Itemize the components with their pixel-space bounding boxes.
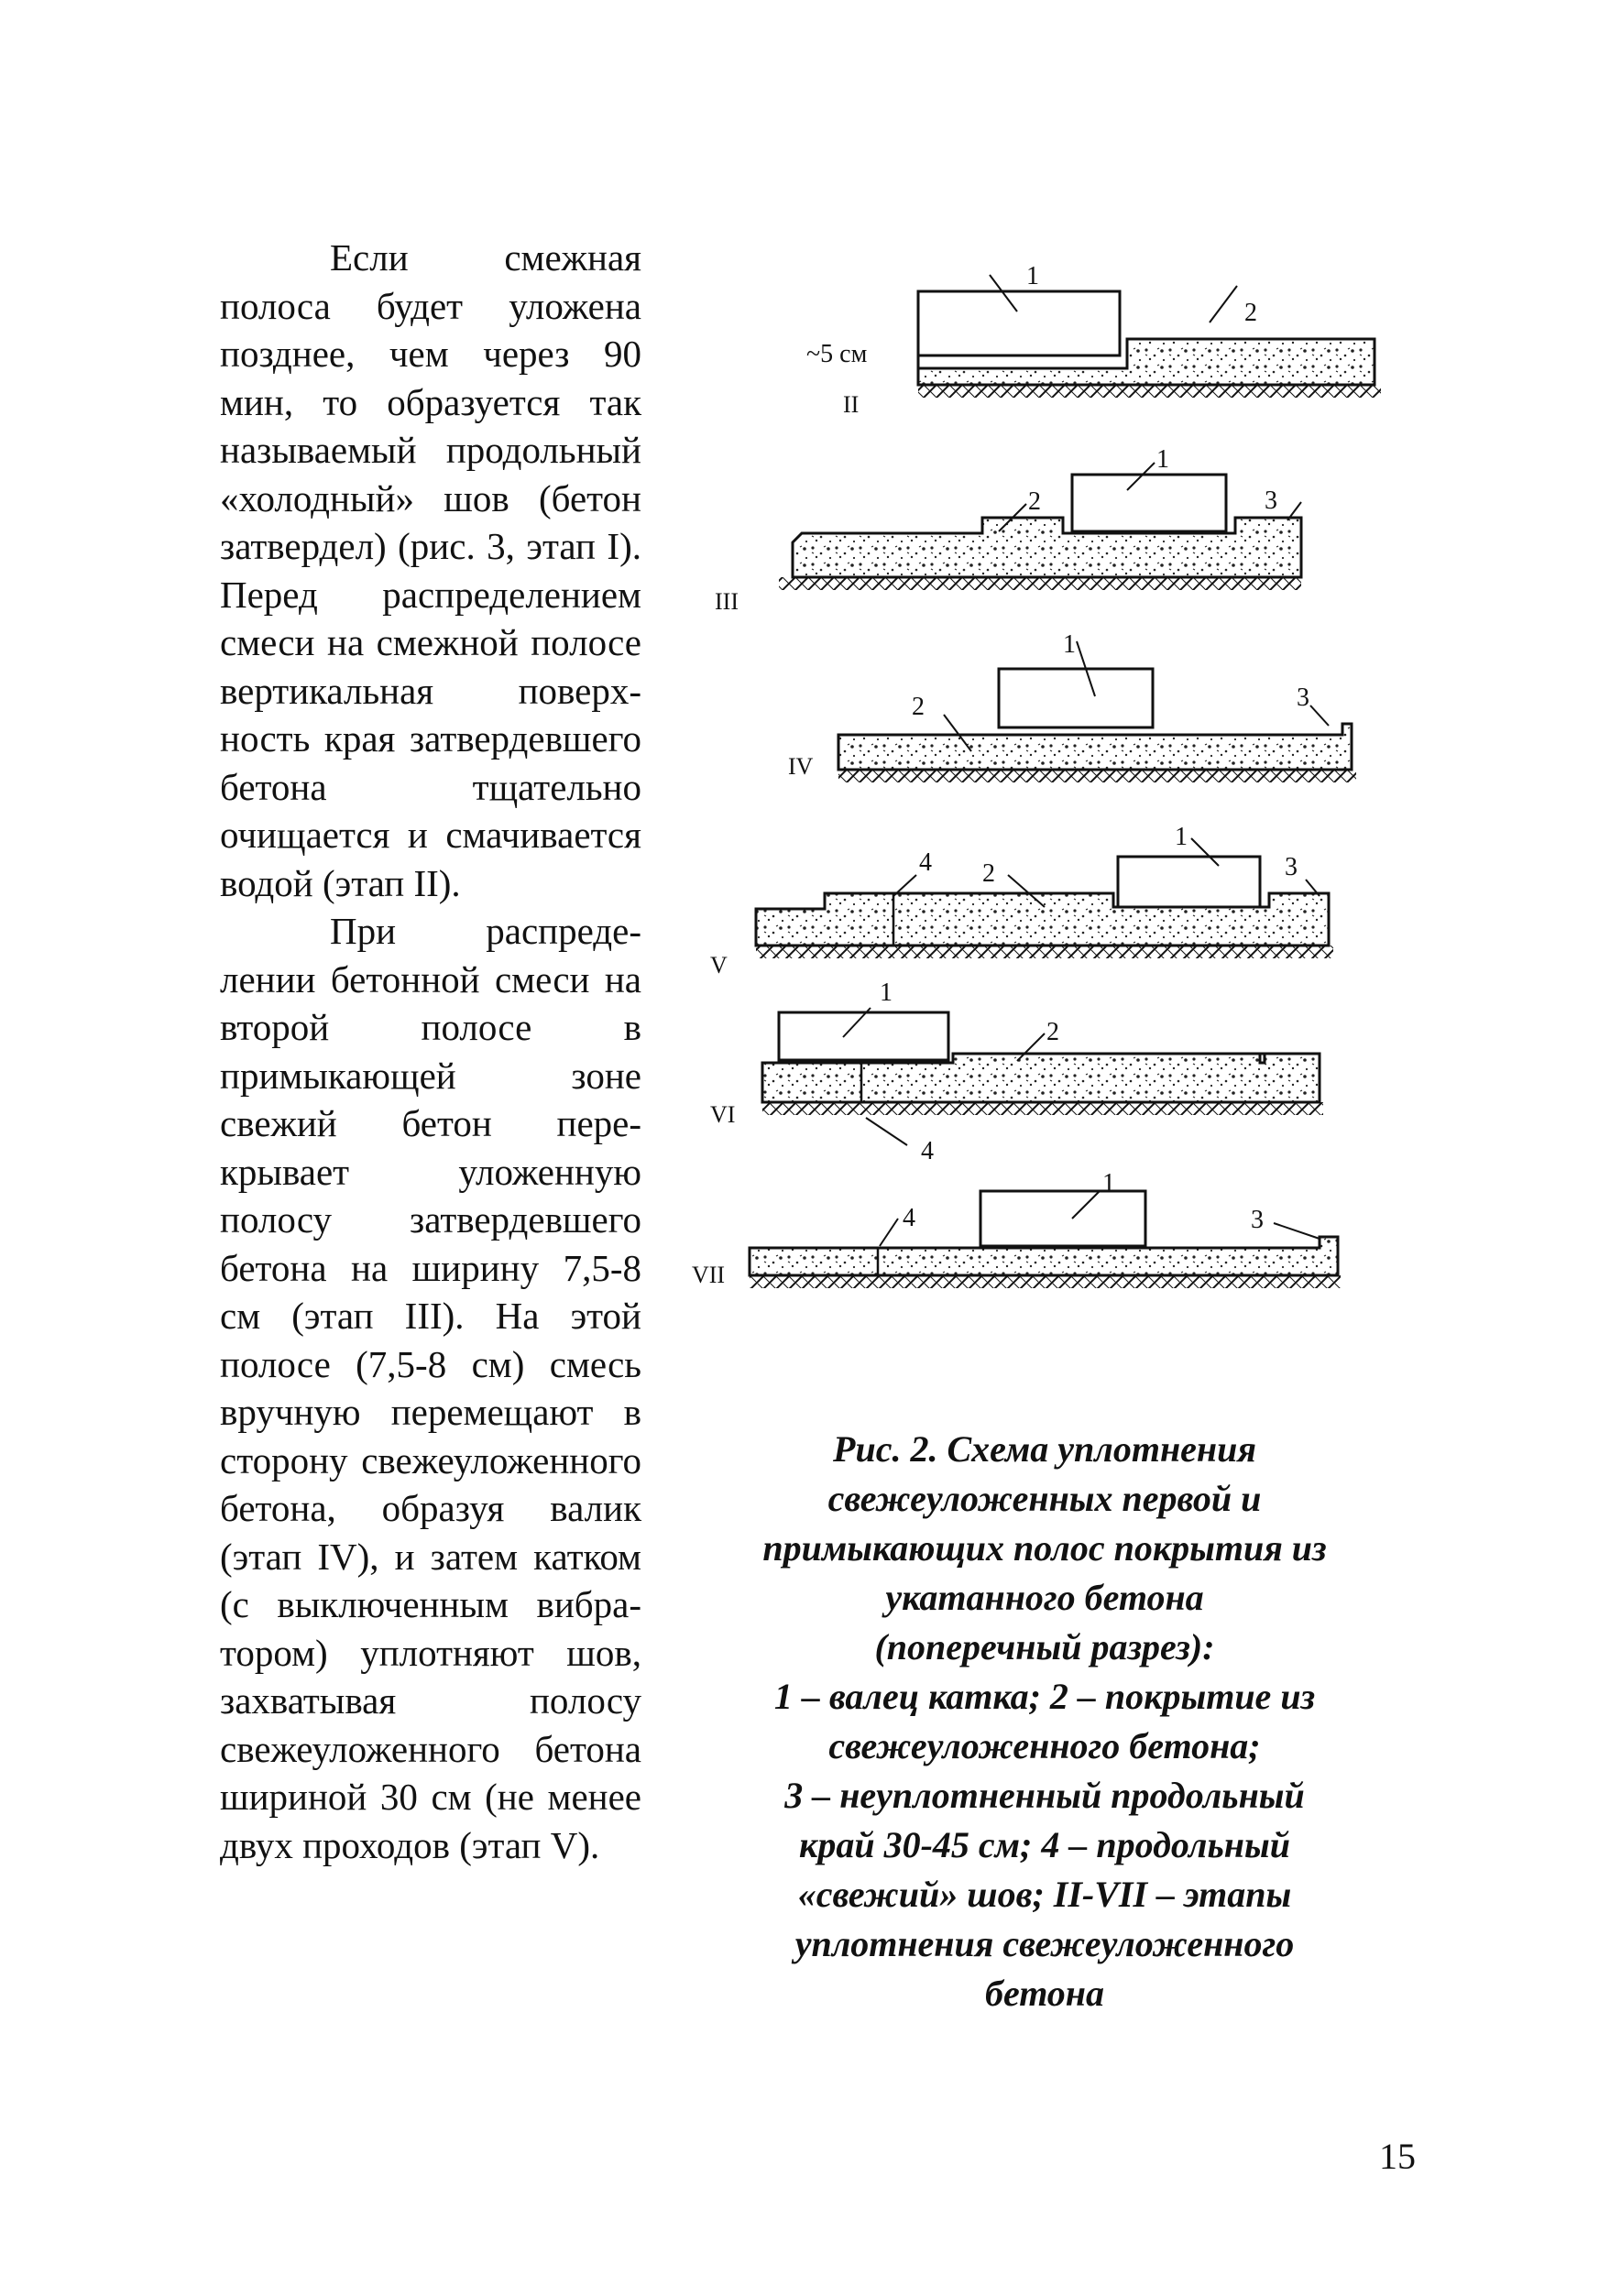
stage-vii [692,1169,1341,1288]
callout-1: 1 [1063,630,1076,659]
stage-v [710,823,1333,979]
callout-1: 1 [1156,445,1169,474]
body-paragraph-1: Если смежная полоса будет уложена позднее, чем через 90 мин, то образуется так называемый продольный «холодный» шов (бетон затвердел) (рис. 3, этап I). Перед распределением смеси на смежной полосе вертикальная поверхность края затвердевшего бетона тщательно очищается и смачивается водой (этап II). [220,236,641,904]
callout-3: 3 [1297,683,1309,712]
callout-3: 3 [1285,853,1298,881]
ground-hatch [756,946,1333,958]
dimension-label: ~5 см [806,340,868,368]
ground-hatch [750,1275,1341,1288]
stage-label: IV [788,753,814,780]
caption-line: (поперечный разрез): [874,1626,1215,1667]
stage-label: III [715,588,739,615]
ground-hatch [779,577,1301,590]
roller-drum [999,669,1153,727]
callout-3: 3 [1265,487,1277,515]
caption-line: уплотнения свежеуложенного [794,1923,1295,1964]
caption-line: «свежий» шов; II-VII – этапы [797,1874,1292,1915]
callout-2: 2 [1244,299,1257,327]
callout-4: 4 [921,1137,934,1165]
roller-drum [918,291,1120,355]
callout-4: 4 [903,1204,915,1232]
stage-vi [710,979,1323,1165]
caption-line: свежеуложенного бетона; [828,1725,1261,1766]
body-text-column [220,234,641,1869]
callout-3: 3 [1251,1206,1264,1234]
roller-drum [980,1191,1145,1246]
compaction-scheme-figure [678,247,1393,1347]
caption-line: край 30-45 см; 4 – продольный [799,1824,1290,1865]
compaction-scheme-drawing [678,247,1393,1347]
caption-line: 3 – неуплотненный продольный [784,1775,1305,1816]
caption-line: укатанного бетона [885,1577,1204,1618]
stage-label: VI [710,1101,736,1128]
roller-drum [779,1012,948,1060]
callout-2: 2 [1028,487,1041,516]
callout-2: 2 [1046,1018,1059,1046]
stage-iii [715,445,1301,615]
callout-2: 2 [912,693,925,721]
page-number: 15 [1379,2136,1416,2177]
stage-label: II [843,391,860,418]
stage-ii [806,262,1381,418]
callout-1: 1 [1026,262,1039,290]
ground-hatch [918,385,1381,398]
caption-line: 1 – валец катка; 2 – покрытие из [773,1676,1316,1717]
ground-hatch [762,1102,1323,1115]
callout-1: 1 [880,979,893,1007]
stage-label: VII [692,1262,726,1288]
caption-line: бетона [985,1973,1104,2014]
callout-1: 1 [1175,823,1188,851]
body-paragraph-2: При распределении бетонной смеси на второй полосе в примыкающей зоне свежий бетон перекрывает уложенную полосу затвердевшего бетона на ширину 7,5-8 см (этап III). На этой полосе (7,5-8 см) смесь вручную перемещают в сторону свежеуложенного бетона, образуя валик (этап IV), и затем катком (с выключенным вибратором) уплотняют шов, захватывая полосу свежеуложенного бетона шириной 30 см (не менее двух проходов (этап V). [220,910,641,1866]
stage-label: V [710,952,728,979]
caption-line: свежеуложенных первой и [827,1478,1262,1519]
roller-drum [1118,857,1260,907]
concrete-layer [838,724,1352,770]
caption-line: примыкающих полос покрытия из [762,1527,1327,1569]
callout-4: 4 [919,848,932,877]
callout-1: 1 [1102,1169,1115,1197]
stage-iv [788,630,1356,782]
ground-hatch [838,770,1356,782]
roller-drum [1072,475,1226,531]
callout-2: 2 [982,859,995,888]
caption-line: Рис. 2. Схема уплотнения [833,1428,1256,1470]
figure-caption [696,1425,1393,2018]
